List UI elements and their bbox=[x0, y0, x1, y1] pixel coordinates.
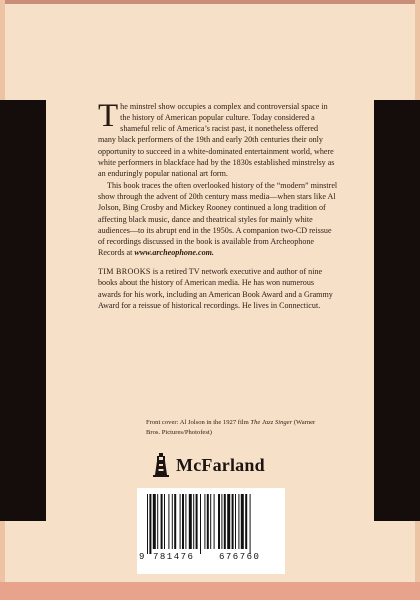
description-paragraph-2 bbox=[98, 180, 338, 258]
cover-credit bbox=[146, 418, 321, 437]
barcode-bar bbox=[161, 494, 163, 549]
publisher-name: McFarland bbox=[176, 454, 265, 475]
barcode-digit-group-2: 676760 bbox=[219, 552, 261, 562]
barcode-bar bbox=[200, 494, 201, 554]
barcode-bars bbox=[145, 494, 277, 554]
bottom-band bbox=[0, 582, 420, 600]
barcode-bar bbox=[207, 494, 209, 549]
barcode-bar bbox=[235, 494, 236, 549]
publisher-logo bbox=[152, 452, 265, 478]
barcode-bar bbox=[218, 494, 220, 549]
barcode-bar bbox=[227, 494, 230, 549]
barcode-bar bbox=[250, 494, 251, 554]
barcode-bar bbox=[238, 494, 239, 549]
barcode-bar bbox=[147, 494, 148, 554]
archeophone-url-link[interactable]: www.archeophone.com bbox=[134, 248, 212, 258]
barcode-bar bbox=[196, 494, 198, 549]
barcode-bar bbox=[232, 494, 234, 549]
barcode-bar bbox=[204, 494, 205, 549]
description-text-1: he minstrel show occupies a complex and controversial space in the history of American popular culture. Today considered a shameful relic of America’s racist past, it nonetheless offered many black performers of the 19th and early 20th centuries their only opportunity to succeed in a white-dominated entertainment world, where white performers in blackface had by the 1830s established minstrelsy as an enduringly popular national art form. bbox=[98, 102, 335, 178]
description-paragraph-1 bbox=[98, 98, 338, 179]
barcode-bar bbox=[149, 494, 151, 554]
left-black-bar bbox=[0, 100, 46, 521]
credit-prefix: Front cover: Al Jolson in the 1927 film bbox=[146, 419, 251, 426]
barcode-bar bbox=[189, 494, 192, 549]
drop-cap: T bbox=[98, 98, 119, 134]
barcode-bar bbox=[241, 494, 244, 549]
credit-film-title: The Jazz Singer bbox=[250, 419, 293, 426]
barcode-bar bbox=[153, 494, 156, 549]
back-cover-text bbox=[98, 98, 338, 311]
credit-suffix: (Warner Bros. Pictures/Photofest) bbox=[146, 419, 316, 436]
barcode-bar bbox=[164, 494, 165, 549]
barcode-bar bbox=[157, 494, 158, 549]
isbn-barcode bbox=[137, 488, 285, 574]
barcode-bar bbox=[193, 494, 194, 549]
barcode-bar bbox=[168, 494, 169, 549]
barcode-bar bbox=[221, 494, 222, 549]
barcode-bar bbox=[224, 494, 226, 549]
barcode-bar bbox=[174, 494, 176, 549]
lighthouse-logo-icon bbox=[152, 453, 170, 477]
barcode-bar bbox=[182, 494, 184, 549]
barcode-digit-group-1: 781476 bbox=[153, 552, 195, 562]
author-bio-text: is a retired TV network executive and author of nine books about the history of American media. He has won numerous awards for his work, including an American Book Award and a Grammy Award for a reissue of historical recordings. He lives in Connecticut. bbox=[98, 267, 333, 310]
url-period: . bbox=[211, 248, 214, 258]
barcode-first-digit: 9 bbox=[139, 552, 145, 562]
author-bio bbox=[98, 266, 338, 311]
description-text-2: This book traces the often overlooked history of the “modern” minstrel show through the advent of 20th century mass media—when stars like Al Jolson, Bing Crosby and Mickey Rooney continued a long tradition of affecting black music, dance and theatrical styles for mainly white audiences—to its abrupt end in the 1950s. A companion two-CD reissue of recordings discussed in the book is available from Archeophone Records at bbox=[98, 181, 338, 258]
barcode-bar bbox=[214, 494, 215, 549]
top-border bbox=[0, 0, 420, 4]
right-black-bar bbox=[374, 100, 420, 521]
barcode-bar bbox=[172, 494, 173, 549]
barcode-bar bbox=[180, 494, 181, 549]
barcode-bar bbox=[245, 494, 247, 549]
author-name: TIM BROOKS bbox=[98, 267, 151, 277]
barcode-bar bbox=[210, 494, 211, 549]
barcode-bar bbox=[185, 494, 186, 549]
